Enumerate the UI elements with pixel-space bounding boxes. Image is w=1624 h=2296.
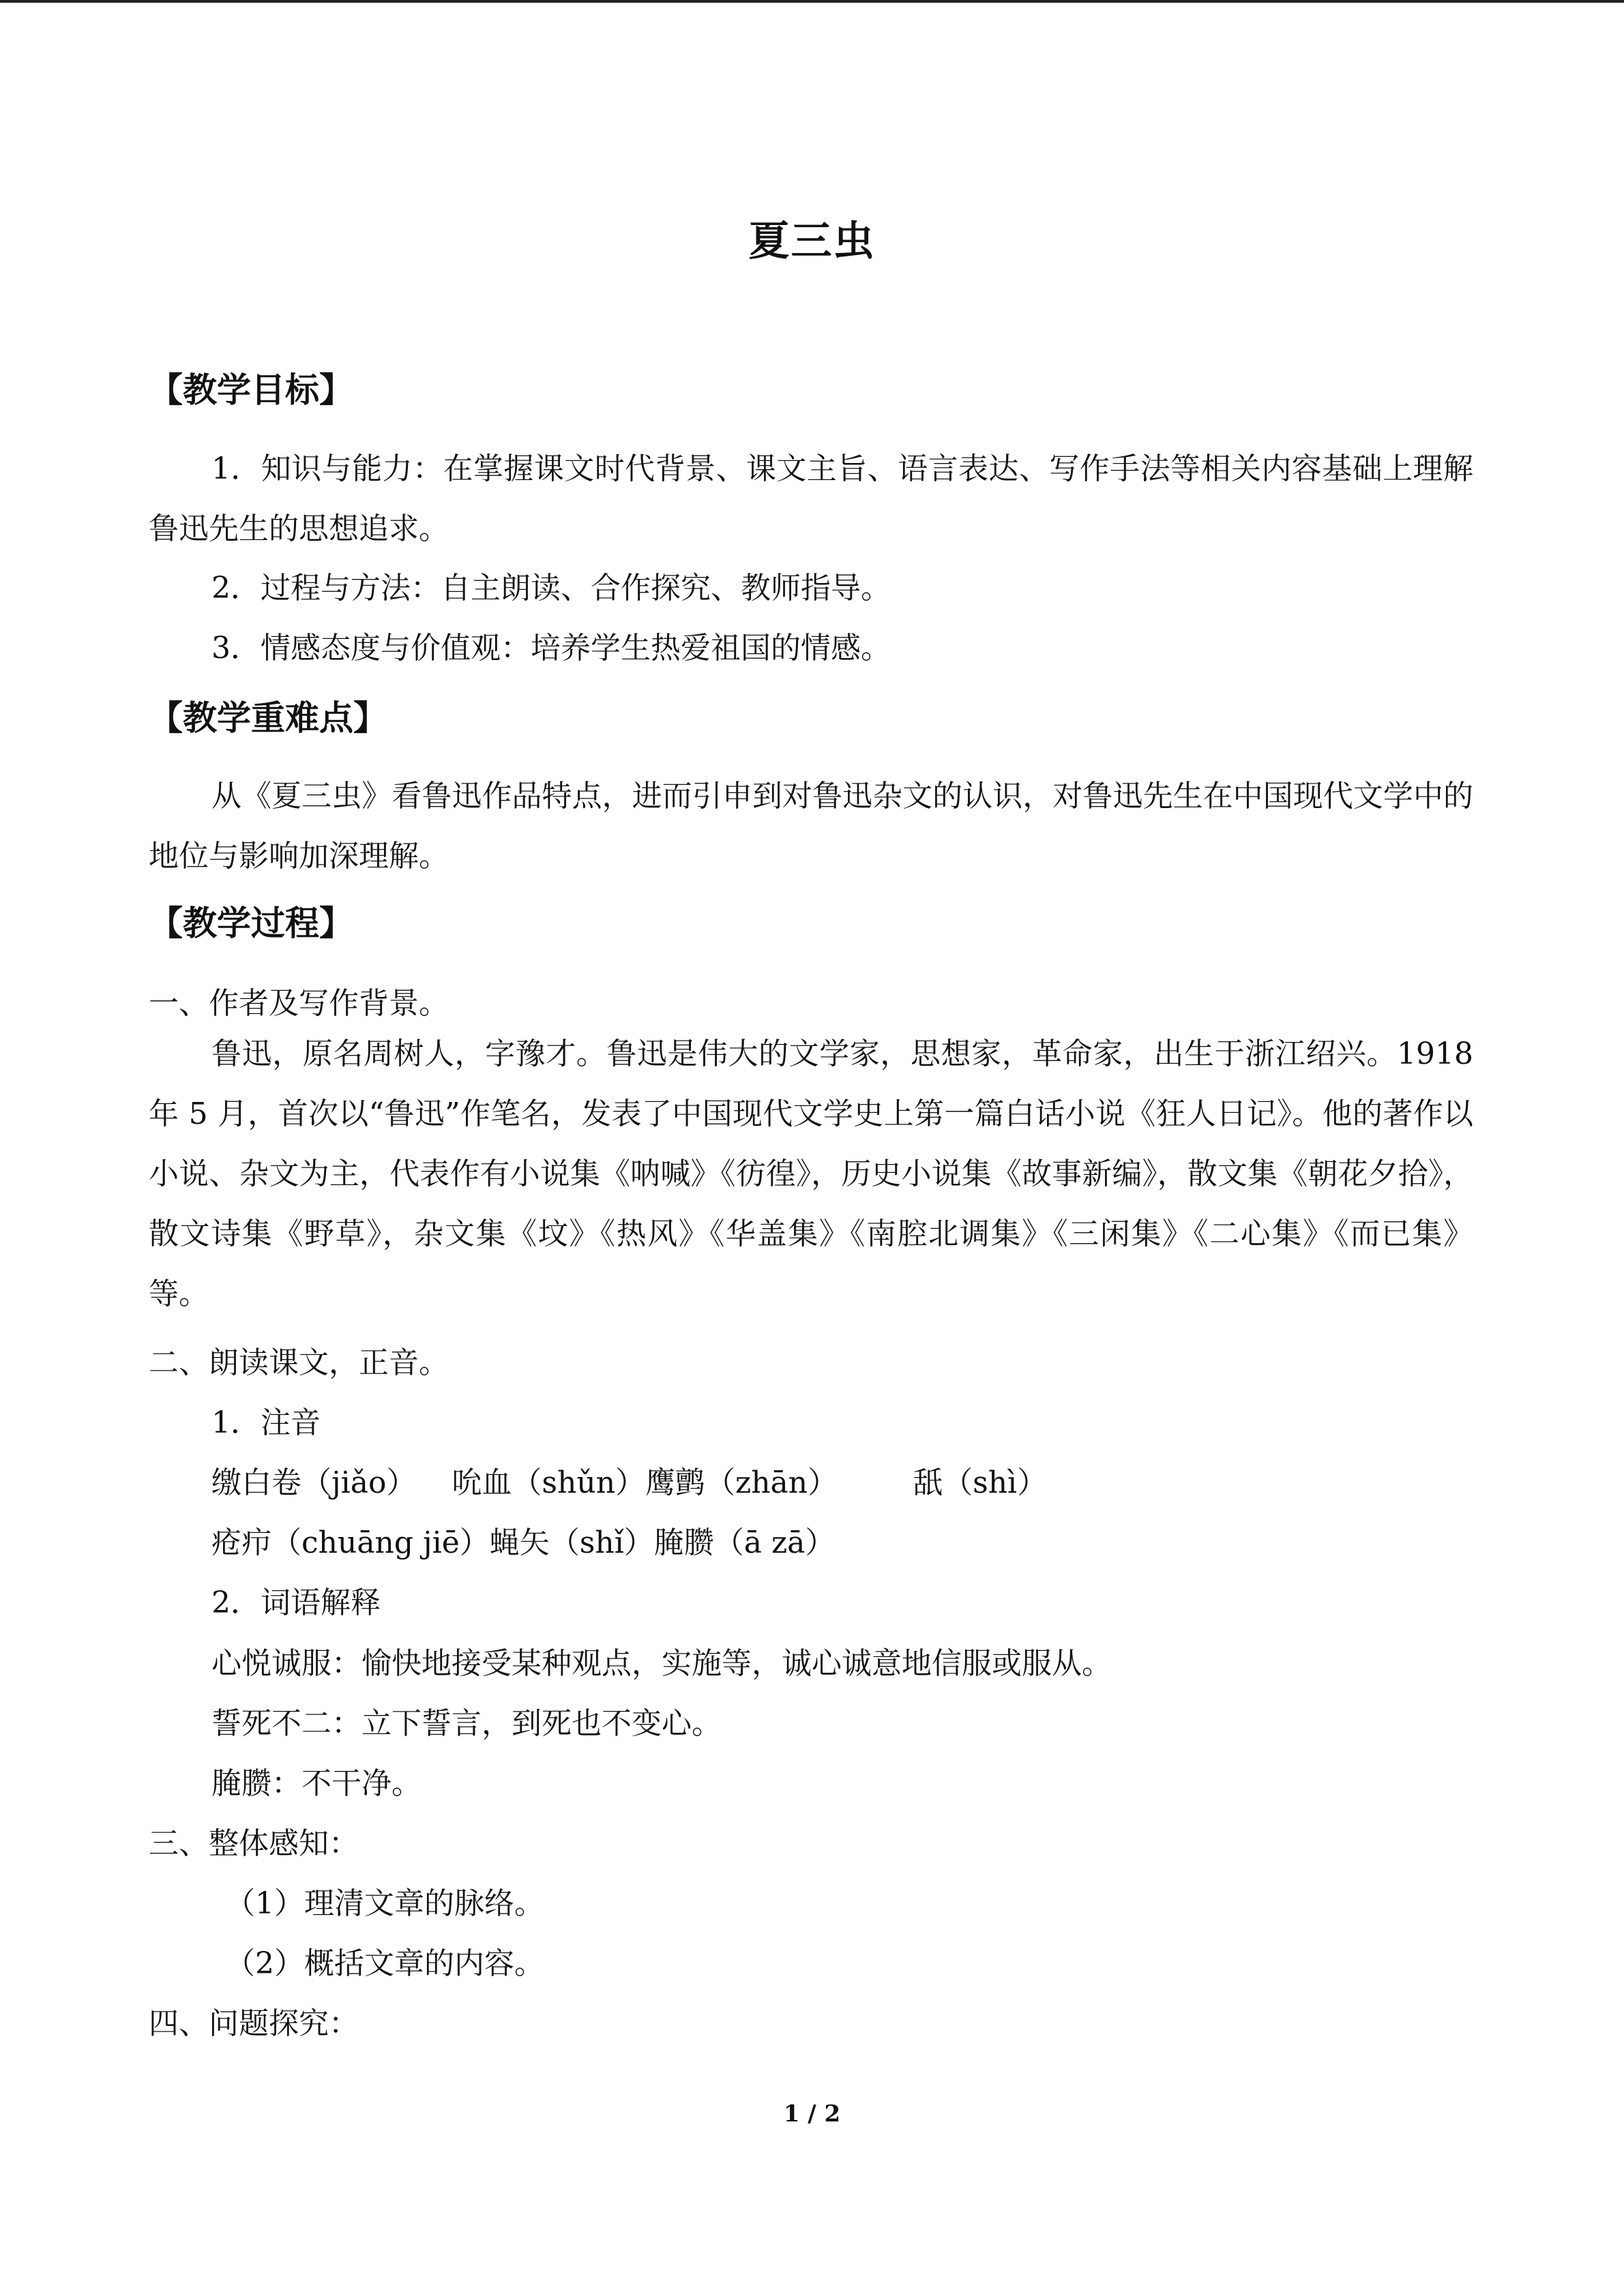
vocab-title: 2．词语解释	[211, 1585, 381, 1620]
page-number: 1 / 2	[783, 2100, 841, 2128]
vocab-item-1: 心悦诚服：愉快地接受某种观点，实施等，诚心诚意地信服或服从。	[211, 1646, 1112, 1681]
phonetic-row-2: 疮疖（chuāng jiē）蝇矢（shǐ）腌臜（ā zā）	[211, 1525, 836, 1560]
goal-item-3: 3．情感态度与价值观：培养学生热爱祖国的情感。	[211, 631, 891, 666]
heading-teaching-goals: 【教学目标】	[149, 370, 353, 410]
part1-author-background: 鲁迅，原名周树人，字豫才。鲁迅是伟大的文学家，思想家，革命家，出生于浙江绍兴。1918 年 5 月，首次以“鲁迅”作笔名，发表了中国现代文学史上第一篇白话小说《狂人日记》。他的著作以小说、杂文为主，代表作有小说集《呐喊》《彷徨》，历史小说集《故事新编》，散文集《朝花夕拾》，散文诗集《野草》，杂文集《坟》《热风》《华盖集》《南腔北调集》《三闲集》《二心集》《而已集》等。	[149, 1037, 1473, 1311]
phonetic-row-1	[211, 1463, 1047, 1504]
part2-title: 二、朗读课文，正音。	[149, 1345, 449, 1380]
phonetic-shun-zhan: 吮血（shǔn）鹰鹯（zhān）	[452, 1465, 838, 1500]
part4-title: 四、问题探究：	[149, 2006, 359, 2041]
goal-item-1: 1．知识与能力：在掌握课文时代背景、课文主旨、语言表达、写作手法等相关内容基础上理解鲁迅先生的思想追求。	[149, 451, 1473, 546]
heading-teaching-process: 【教学过程】	[149, 904, 353, 943]
part1-title: 一、作者及写作背景。	[149, 986, 449, 1021]
goal-item-2: 2．过程与方法：自主朗读、合作探究、教师指导。	[211, 571, 891, 606]
phonetic-title: 1．注音	[211, 1405, 321, 1440]
page-title: 夏三虫	[748, 218, 876, 265]
phonetic-shi: 舐（shì）	[913, 1465, 1048, 1500]
vocab-item-3: 腌臜：不干净。	[211, 1766, 422, 1801]
vocab-item-2: 誓死不二：立下誓言，到死也不变心。	[211, 1706, 722, 1741]
part3-item-2: （2）概括文章的内容。	[225, 1946, 544, 1981]
part3-title: 三、整体感知：	[149, 1826, 359, 1861]
heading-key-points: 【教学重难点】	[149, 698, 387, 738]
key-points-text: 从《夏三虫》看鲁迅作品特点，进而引申到对鲁迅杂文的认识，对鲁迅先生在中国现代文学中的地位与影响加深理解。	[149, 779, 1473, 874]
part3-item-1: （1）理清文章的脉络。	[225, 1886, 544, 1921]
phonetic-jiao: 缴白卷（jiǎo）	[211, 1465, 417, 1500]
